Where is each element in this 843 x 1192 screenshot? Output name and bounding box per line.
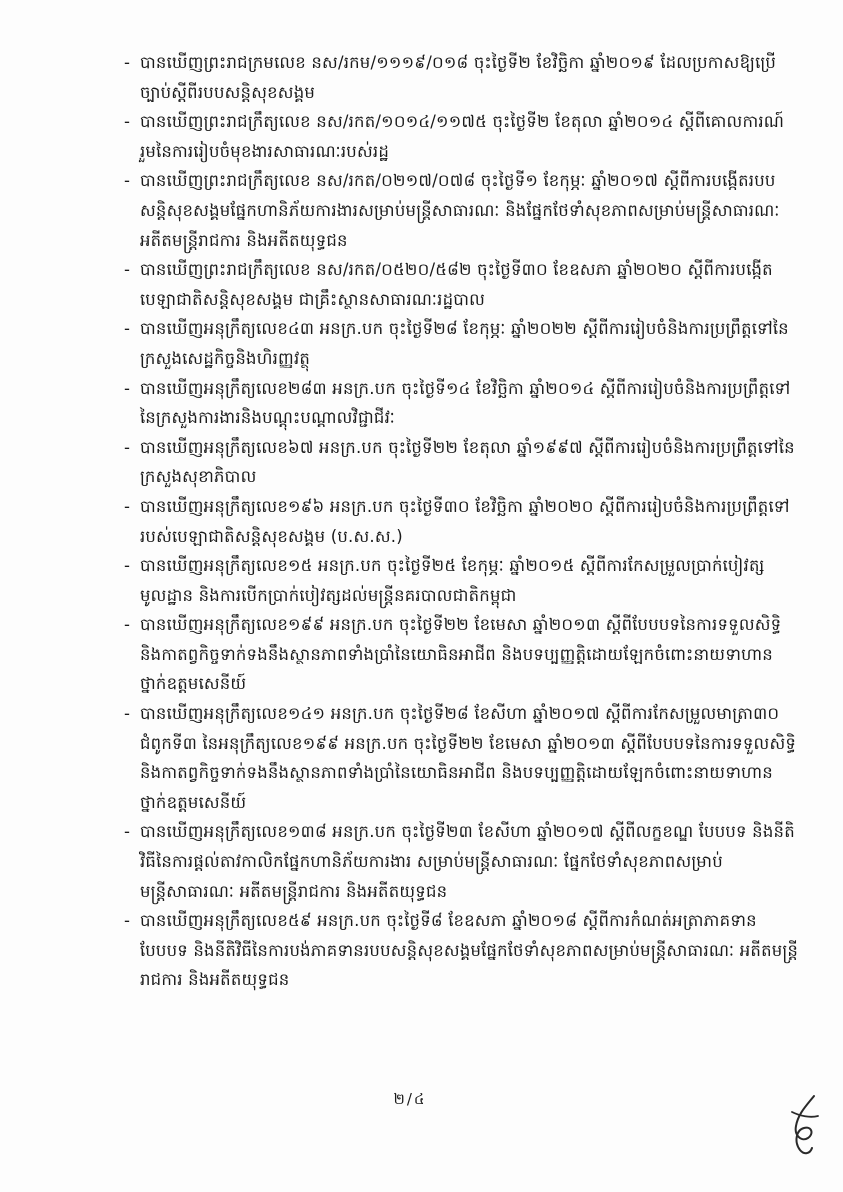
citation-item xyxy=(118,433,798,492)
citation-text: បានឃើញអនុក្រឹត្យលេខ១៩៩ អនក្រ.បក ចុះថ្ងៃទី២២ ខែមេសា ឆ្នាំ២០១៣ ស្តីពីបែបបទនៃការទទួលសិទ្ធិ និងកាតព្វកិច្ចទាក់ទងនឹងស្ថានភាពទាំងប្រាំនៃយោធិនអាជីព និងបទប្បញ្ញត្តិដោយឡែកចំពោះនាយទាហានថ្នាក់ឧត្តមសេនីយ៍ xyxy=(140,615,782,694)
citation-item xyxy=(118,48,798,107)
dash-marker: - xyxy=(124,53,131,72)
citation-item xyxy=(118,492,798,551)
citation-text: បានឃើញអនុក្រឹត្យលេខ១៣៨ អនក្រ.បក ចុះថ្ងៃទី២៣ ខែសីហា ឆ្នាំ២០១៧ ស្តីពីលក្ខខណ្ឌ បែបបទ និងនីតិវិធីនៃការផ្តល់តាវកាលិកផ្នែកហានិភ័យការងារ សម្រាប់មន្ត្រីសាធារណៈ ផ្នែកថែទាំសុខភាពសម្រាប់មន្ត្រីសាធារណៈ អតីតមន្ត្រីរាជការ និងអតីតយុទ្ធជន xyxy=(140,822,795,901)
citation-item xyxy=(118,166,798,255)
citation-list xyxy=(118,48,798,995)
dash-marker: - xyxy=(124,112,131,132)
citation-text: បានឃើញព្រះរាជក្រឹត្យលេខ នស/រកត/០២១៧/០៧៨ ចុះថ្ងៃទី១ ខែកុម្ភៈ ឆ្នាំ២០១៧ ស្តីពីការបង្កើតរបបសន្តិសុខសង្គមផ្នែកហានិភ័យការងារសម្រាប់មន្ត្រីសាធារណៈ និងផ្នែកថែទាំសុខភាពសម្រាប់មន្ត្រីសាធារណៈ អតីតមន្ត្រីរាជការ និងអតីតយុទ្ធជន xyxy=(140,171,780,250)
citation-text: បានឃើញអនុក្រឹត្យលេខ១៥ អនក្រ.បក ចុះថ្ងៃទី២៥ ខែកុម្ភៈ ឆ្នាំ២០១៥ ស្តីពីការកែសម្រួលប្រាក់បៀវត្សមូលដ្ឋាន និងការបើកប្រាក់បៀវត្សដល់មន្ត្រីនគរបាលជាតិកម្ពុជា xyxy=(140,556,765,605)
dash-marker: - xyxy=(124,260,131,280)
citation-item xyxy=(118,906,798,995)
dash-marker: - xyxy=(124,822,131,842)
page-number: ២/៤ xyxy=(393,1090,427,1108)
citation-item xyxy=(118,255,798,314)
signature-mark xyxy=(784,1092,824,1160)
dash-marker: - xyxy=(124,496,131,516)
citation-item xyxy=(118,107,798,166)
citation-text: បានឃើញអនុក្រឹត្យលេខ១៩៦ អនក្រ.បក ចុះថ្ងៃទី៣០ ខែវិច្ឆិកា ឆ្នាំ២០២០ ស្តីពីការរៀបចំនិងការប្រព្រឹត្តទៅរបស់បេឡាជាតិសន្តិសុខសង្គម (ប.ស.ស.) xyxy=(140,496,790,546)
citation-text: បានឃើញព្រះរាជក្រឹត្យលេខ នស/រកត/១០១៤/១១៧៥ ចុះថ្ងៃទី២ ខែតុលា ឆ្នាំ២០១៤ ស្តីពីគោលការណ៍រួមនៃការរៀបចំមុខងារសាធារណៈរបស់រដ្ឋ xyxy=(140,112,785,161)
citation-item xyxy=(118,314,798,373)
dash-marker: - xyxy=(124,171,131,191)
citation-text: បានឃើញអនុក្រឹត្យលេខ៦៧ អនក្រ.បក ចុះថ្ងៃទី២២ ខែតុលា ឆ្នាំ១៩៩៧ ស្តីពីការរៀបចំនិងការប្រព្រឹត្តទៅនៃក្រសួងសុខាភិបាល xyxy=(140,437,795,487)
citation-item xyxy=(118,610,798,699)
citation-item xyxy=(118,699,798,817)
citation-text: បានឃើញព្រះរាជក្រមលេខ នស/រកម/១១១៩/០១៨ ចុះថ្ងៃទី២ ខែវិច្ឆិកា ឆ្នាំ២០១៩ ដែលប្រកាសឱ្យប្រើច្បាប់ស្តីពីរបបសន្តិសុខសង្គម xyxy=(140,53,776,102)
citation-text: បានឃើញអនុក្រឹត្យលេខ៥៩ អនក្រ.បក ចុះថ្ងៃទី៨ ខែឧសភា ឆ្នាំ២០១៨ ស្តីពីការកំណត់អត្រាភាគទាន បែបបទ និងនីតិវិធីនៃការបង់ភាគទានរបបសន្តិសុខសង្គមផ្នែកថែទាំសុខភាពសម្រាប់មន្ត្រីសាធារណៈ អតីតមន្ត្រីរាជការ និងអតីតយុទ្ធជន xyxy=(140,911,799,990)
dash-marker: - xyxy=(124,319,131,339)
citation-item xyxy=(118,817,798,906)
dash-marker: - xyxy=(124,704,131,724)
dash-marker: - xyxy=(124,615,131,635)
citation-item xyxy=(118,551,798,610)
citation-item xyxy=(118,374,798,433)
citation-text: បានឃើញអនុក្រឹត្យលេខ៤៣ អនក្រ.បក ចុះថ្ងៃទី២៨ ខែកុម្ភៈ ឆ្នាំ២០២២ ស្តីពីការរៀបចំនិងការប្រព្រឹត្តទៅនៃក្រសួងសេដ្ឋកិច្ចនិងហិរញ្ញវត្ថុ xyxy=(140,319,789,368)
citation-text: បានឃើញព្រះរាជក្រឹត្យលេខ នស/រកត/០៥២០/៥៨២ ចុះថ្ងៃទី៣០ ខែឧសភា ឆ្នាំ២០២០ ស្តីពីការបង្កើតបេឡាជាតិសន្តិសុខសង្គម ជាគ្រឹះស្ថានសាធារណៈរដ្ឋបាល xyxy=(140,260,773,309)
citation-text: បានឃើញអនុក្រឹត្យលេខ២៨៣ អនក្រ.បក ចុះថ្ងៃទី១៤ ខែវិច្ឆិកា ឆ្នាំ២០១៤ ស្តីពីការរៀបចំនិងការប្រព្រឹត្តទៅនៃក្រសួងការងារនិងបណ្តុះបណ្តាលវិជ្ជាជីវៈ xyxy=(140,378,791,428)
dash-marker: - xyxy=(124,911,131,931)
dash-marker: - xyxy=(124,556,131,576)
dash-marker: - xyxy=(124,437,131,457)
citation-text: បានឃើញអនុក្រឹត្យលេខ១៤១ អនក្រ.បក ចុះថ្ងៃទី២៨ ខែសីហា ឆ្នាំ២០១៧ ស្តីពីការកែសម្រួលមាត្រា៣០ ជំពូកទី៣ នៃអនុក្រឹត្យលេខ១៩៩ អនក្រ.បក ចុះថ្ងៃទី២២ ខែមេសា ឆ្នាំ២០១៣ ស្តីពីបែបបទនៃការទទួលសិទ្ធិ និងកាតព្វកិច្ចទាក់ទងនឹងស្ថានភាពទាំងប្រាំនៃយោធិនអាជីព និងបទប្បញ្ញត្តិដោយឡែកចំពោះនាយទាហានថ្នាក់ឧត្តមសេនីយ៍ xyxy=(140,704,797,812)
dash-marker: - xyxy=(124,378,131,398)
